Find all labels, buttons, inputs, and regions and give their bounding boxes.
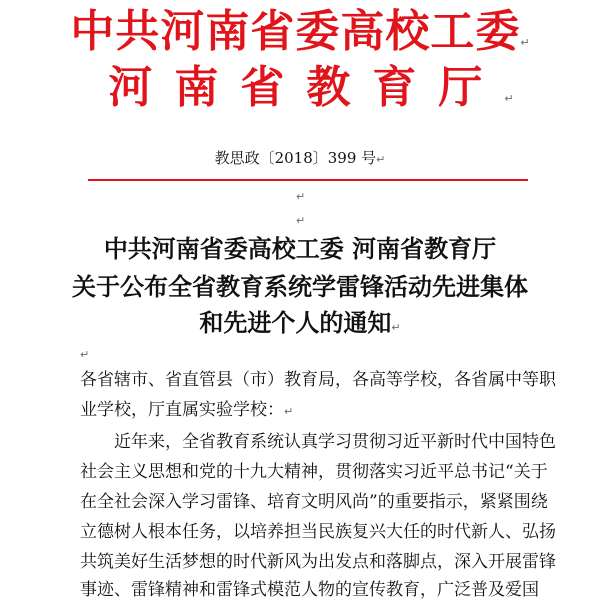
- notice-title-line-3: [0, 306, 600, 345]
- paragraph-mark: ↵: [504, 92, 514, 105]
- paragraph-mark: ↵: [520, 36, 530, 49]
- paragraph-mark: ↵: [376, 153, 386, 166]
- paragraph-mark: ↵: [296, 214, 306, 227]
- issuer-line-1-text: 中共河南省委高校工委: [70, 6, 521, 57]
- body-line: 各省辖市、省直管县（市）教育局，各高等学校，各省属中等职: [80, 370, 556, 390]
- notice-title-line-3-text: 和先进个人的通知: [199, 309, 392, 337]
- paragraph-mark: ↵: [80, 348, 90, 361]
- body-line: 在全社会深入学习雷锋、培育文明风尚”的重要指示，紧紧围绕: [80, 492, 548, 512]
- notice-title-line-1: 中共河南省委高校工委 河南省教育厅: [103, 235, 497, 263]
- body-line: 立德树人根本任务，以培养担当民族复兴大任的时代新人、弘扬: [80, 522, 556, 542]
- paragraph-mark: ↵: [284, 405, 294, 418]
- body-line: 共筑美好生活梦想的时代新风为出发点和落脚点，深入开展雷锋: [80, 552, 556, 572]
- paragraph-mark: ↵: [296, 190, 306, 203]
- notice-title-line-2: 关于公布全省教育系统学雷锋活动先进集体: [72, 273, 528, 301]
- issuer-line-2-text: 河南省教育厅: [108, 62, 505, 113]
- issuer-line-1: [0, 6, 600, 69]
- paragraph-mark: ↵: [391, 321, 401, 334]
- issuer-line-2: [0, 62, 600, 125]
- body-line: [80, 398, 540, 424]
- document-number: [0, 148, 600, 170]
- document-number-text: 教思政〔2018〕399 号: [214, 149, 377, 167]
- body-line: 近年来，全省教育系统认真学习贯彻习近平新时代中国特色: [80, 432, 556, 452]
- body-line: 事迹、雷锋精神和雷锋式模范人物的宣传教育，广泛普及爱国: [80, 580, 539, 600]
- body-line: 社会主义思想和党的十九大精神，贯彻落实习近平总书记“关于: [80, 462, 548, 482]
- red-divider-line: [88, 179, 528, 181]
- body-line-text: 业学校，厅直属实验学校：: [80, 400, 284, 420]
